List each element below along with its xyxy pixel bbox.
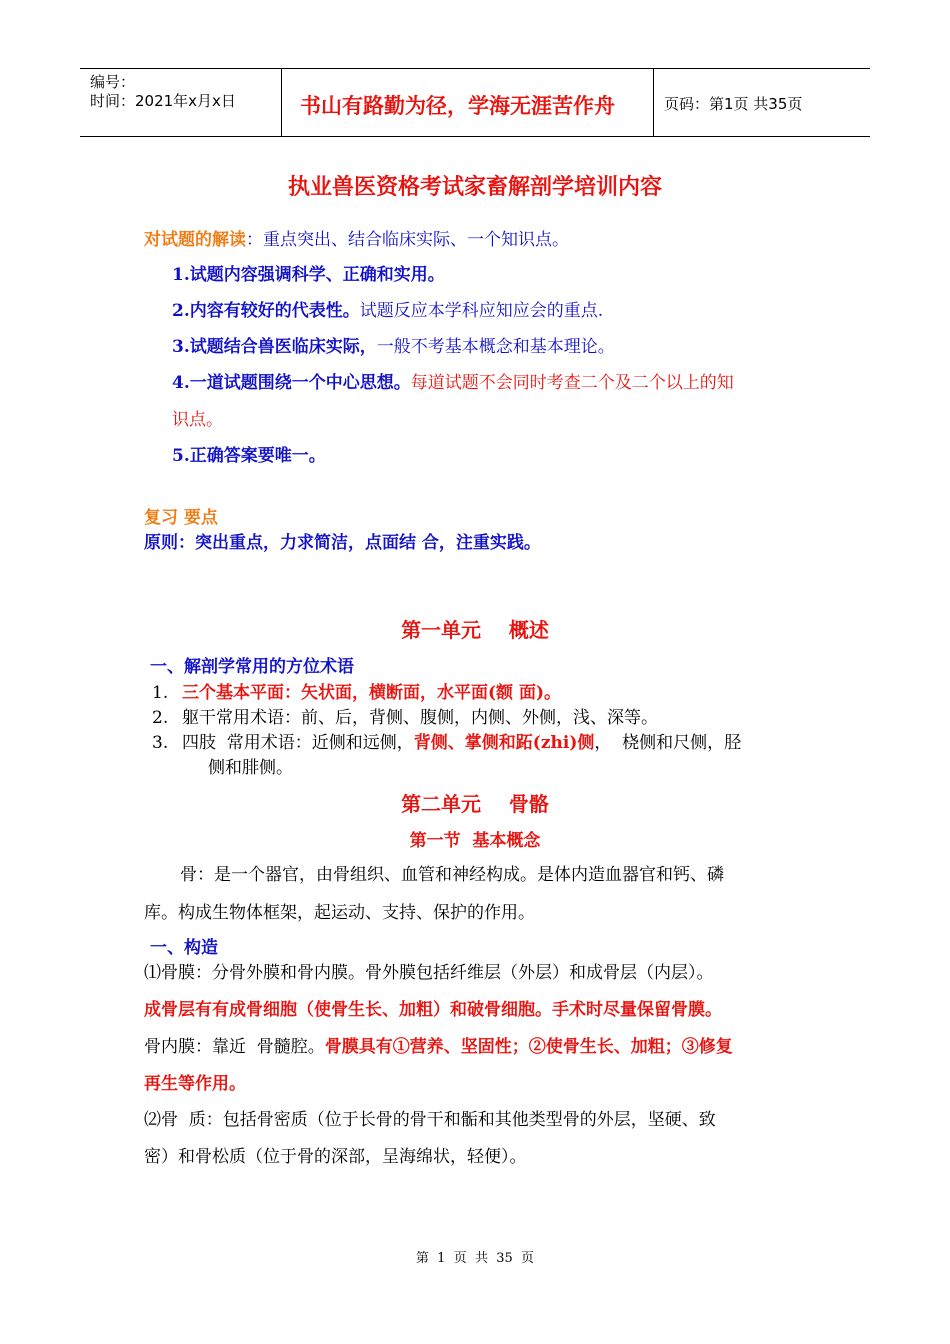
unit1-heading: 第一单元 概述 bbox=[401, 618, 549, 642]
intro-lead-label: 对试题的解读 bbox=[144, 230, 246, 250]
periosteum-functions-text: 骨膜具有①营养、坚固性；②使骨生长、加粗；③修复 bbox=[324, 1037, 733, 1057]
unit1-list-item-3-num: 3. bbox=[152, 733, 169, 753]
intro-item-2 bbox=[172, 296, 603, 321]
unit1-list-item-3-continued: 侧和腓侧。 bbox=[208, 758, 293, 778]
unit1-list-item-1-text: 三个基本平面：矢状面，横断面，水平面(额 面)。 bbox=[182, 683, 562, 703]
unit1-list-item-1 bbox=[152, 678, 561, 703]
periosteum-paragraph-line-1: ⑴骨膜：分骨外膜和骨内膜。骨外膜包括纤维层（外层）和成骨层（内层）。 bbox=[144, 963, 714, 983]
intro-item-2-bold: 2.内容有较好的代表性。 bbox=[172, 301, 360, 321]
structure-title: 一、构造 bbox=[150, 938, 218, 958]
intro-lead-line bbox=[144, 225, 569, 250]
unit1-section1-title: 一、解剖学常用的方位术语 bbox=[150, 657, 354, 677]
document-title: 执业兽医资格考试家畜解剖学培训内容 bbox=[287, 175, 662, 200]
intro-item-4 bbox=[172, 368, 734, 393]
intro-lead-text: 重点突出、结合临床实际、一个知识点。 bbox=[263, 230, 569, 250]
bone-definition-line-2: 库。构成生物体框架，起运动、支持、保护的作用。 bbox=[144, 903, 535, 923]
intro-item-3-bold: 3.试题结合兽医临床实际， bbox=[172, 337, 377, 357]
intro-item-3 bbox=[172, 332, 615, 357]
bone-substance-line-2: 密）和骨松质（位于骨的深部，呈海绵状，轻便）。 bbox=[144, 1147, 527, 1167]
header-date-label: 时间：2021年x月x日 bbox=[90, 92, 236, 110]
intro-item-4-bold: 4.一道试题围绕一个中心思想。 bbox=[172, 373, 411, 393]
intro-lead-colon: ： bbox=[246, 230, 263, 250]
unit2-section-heading: 第一节 基本概念 bbox=[409, 831, 541, 851]
page-footer: 第 1 页 共 35 页 bbox=[415, 1251, 535, 1266]
intro-item-1: 1.试题内容强调科学、正确和实用。 bbox=[172, 265, 445, 285]
header-serial-label: 编号： bbox=[90, 73, 136, 91]
unit2-heading: 第二单元 骨骼 bbox=[401, 792, 549, 816]
unit1-list-item-3-red: 背侧、掌侧和跖(zhi)侧 bbox=[413, 733, 595, 753]
header-divider-left bbox=[281, 68, 282, 136]
bone-definition-line-1: 骨：是一个器官，由骨组织、血管和神经构成。是体内造血器官和钙、磷 bbox=[180, 865, 724, 885]
header-page-label: 页码：第1页 共35页 bbox=[664, 95, 803, 113]
periosteum-paragraph-line-3 bbox=[144, 1032, 733, 1057]
endosteum-text: 骨内膜：靠近 骨髓腔。 bbox=[144, 1037, 325, 1057]
header-divider-right bbox=[653, 68, 654, 136]
unit1-list-item-3 bbox=[152, 728, 741, 753]
unit1-list-item-2-text: 躯干常用术语：前、后，背侧、腹侧，内侧、外侧，浅、深等。 bbox=[182, 708, 658, 728]
unit1-list-item-1-num: 1. bbox=[152, 683, 169, 703]
periosteum-paragraph-line-4: 再生等作用。 bbox=[144, 1074, 246, 1094]
unit1-list-item-3-text-b: ， 桡侧和尺侧，胫 bbox=[594, 733, 742, 753]
periosteum-paragraph-line-2: 成骨层有有成骨细胞（使骨生长、加粗）和破骨细胞。手术时尽量保留骨膜。 bbox=[144, 1000, 722, 1020]
intro-item-4-text: 每道试题不会同时考查二个及二个以上的知 bbox=[410, 373, 734, 393]
intro-item-2-text: 试题反应本学科应知应会的重点. bbox=[359, 301, 604, 321]
header-top-border bbox=[80, 68, 870, 69]
header-motto: 书山有路勤为径，学海无涯苦作舟 bbox=[300, 94, 615, 118]
intro-item-4-continued: 识点。 bbox=[172, 410, 223, 430]
intro-item-5: 5.正确答案要唯一。 bbox=[172, 446, 326, 466]
bone-substance-line-1: ⑵骨 质：包括骨密质（位于长骨的骨干和骺和其他类型骨的外层，坚硬、致 bbox=[144, 1110, 716, 1130]
header-bottom-border bbox=[80, 136, 870, 137]
review-heading: 复习 要点 bbox=[144, 508, 218, 528]
unit1-list-item-2-num: 2. bbox=[152, 708, 169, 728]
unit1-list-item-2 bbox=[152, 703, 658, 728]
unit1-list-item-3-text-a: 四肢 常用术语：近侧和远侧， bbox=[182, 733, 414, 753]
intro-item-3-text: 一般不考基本概念和基本理论。 bbox=[376, 337, 615, 357]
review-principle: 原则：突出重点，力求简洁，点面结 合，注重实践。 bbox=[144, 533, 541, 553]
